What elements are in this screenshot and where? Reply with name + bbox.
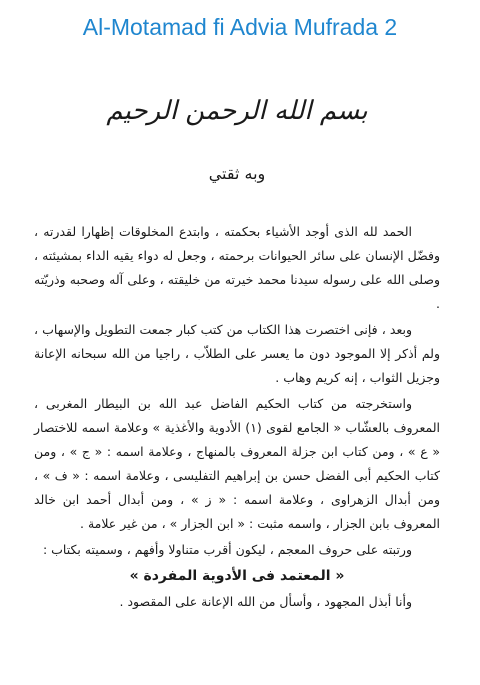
basmala-heading: بسم الله الرحمن الرحيم [106, 96, 368, 126]
book-title: « المعتمد فى الأدوية المفردة » [129, 568, 345, 584]
subheading: وبه ثقتي [208, 164, 266, 183]
paragraph-1: الحمد لله الذى أوجد الأشياء بحكمته ، وابتدع المخلوقات إظهارا لقدرته ، وفضّل الإنسان على سائر الحيوانات برحمته ، وجعل له دواء يقيه الداء بمشيئته ، وصلى الله على رسوله سيدنا محمد خيرته من خليقته ، وعلى آله وصحبه وذريّته . [34, 224, 440, 311]
document-title: Al-Motamad fi Advia Mufrada 2 [82, 14, 398, 40]
scanned-page [8, 52, 466, 680]
page-body [34, 220, 440, 614]
paragraph-2: وبعد ، فإنى اختصرت هذا الكتاب من كتب كبار جمعت التطويل والإسهاب ، ولم أذكر إلا الموجود دون ما يعسر على الطلاّب ، راجيا من الله سبحانه الإعانة وجزيل الثواب ، إنه كريم وهاب . [34, 322, 440, 385]
paragraph-4: ورتبته على حروف المعجم ، ليكون أقرب متناولا وأفهم ، وسميته بكتاب : [42, 542, 412, 557]
closing-line: وأنا أبذل المجهود ، وأسأل من الله الإعانة على المقصود . [119, 594, 412, 609]
paragraph-3: واستخرجته من كتاب الحكيم الفاضل عبد الله بن البيطار المغربى ، المعروف بالعشّاب « الجامع لقوى (١) الأدوية والأغذية » وعلامة اسمه للاختصار « ع » ، ومن كتاب ابن جزلة المعروف بالمنهاج ، وعلامة اسمه : « ج » ، ومن كتاب الحكيم أبى الفضل حسن بن إبراهيم التفليسى ، وعلامة اسمه : « ف » ، ومن أبدال الزهراوى ، وعلامة اسمه : « ز » ، ومن أبدال أحمد ابن خالد المعروف بابن الجزار ، واسمه مثبت : « ابن الجزار » ، من غير علامة . [34, 396, 440, 531]
